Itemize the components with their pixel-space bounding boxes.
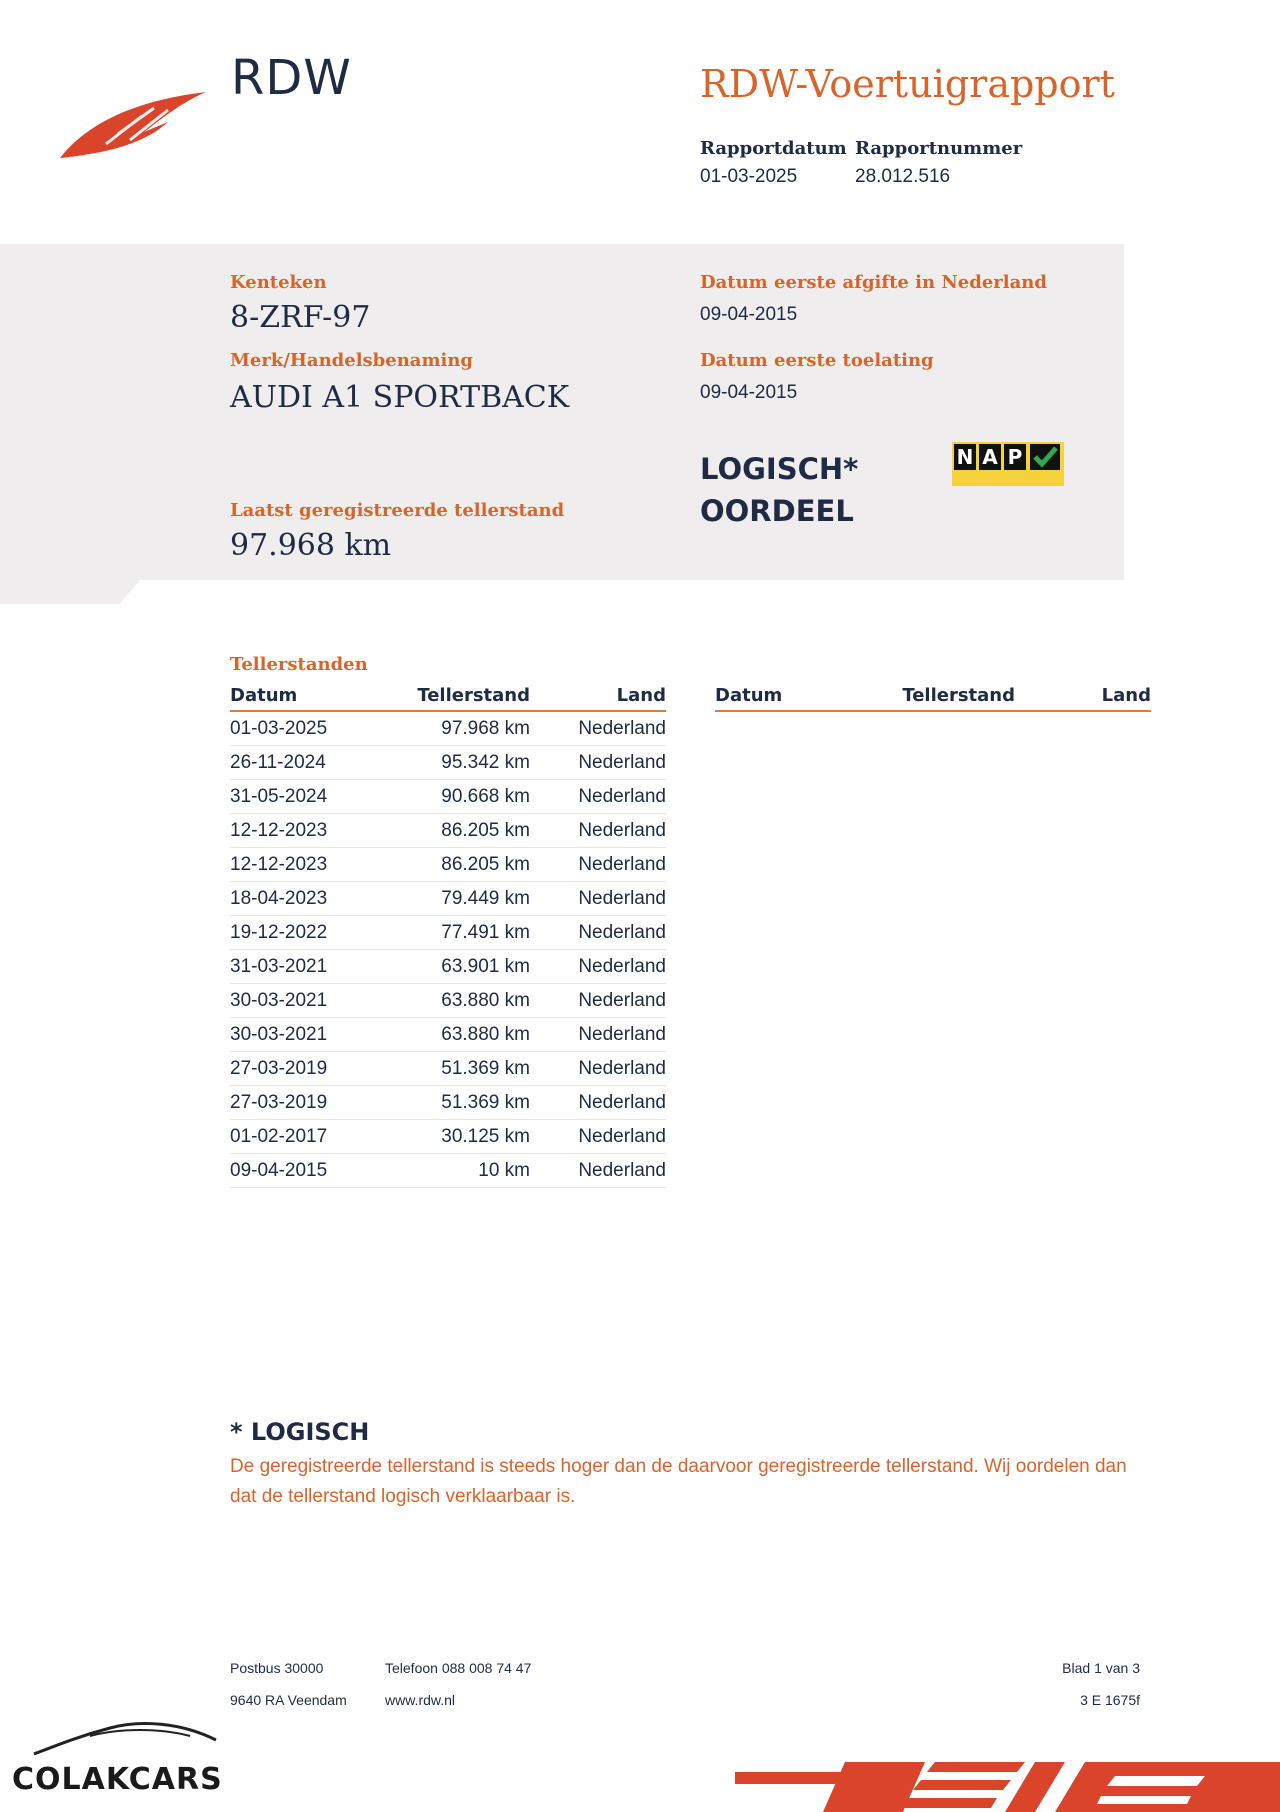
first-issue-label: Datum eerste afgifte in Nederland (700, 272, 1047, 293)
reading-date: 26-11-2024 (230, 746, 380, 780)
verdict-oordeel: OORDEEL (700, 494, 854, 528)
report-date: 01-03-2025 (700, 166, 798, 187)
table-row (230, 1120, 666, 1154)
reading-odometer: 97.968 km (380, 711, 530, 746)
plate-value: 8-ZRF-97 (230, 300, 371, 335)
table-row (230, 916, 666, 950)
reading-odometer: 10 km (380, 1154, 530, 1188)
reading-country: Nederland (530, 746, 666, 780)
reading-odometer: 86.205 km (380, 848, 530, 882)
col-header-odometer: Tellerstand (380, 682, 530, 711)
table-row (230, 780, 666, 814)
col-header-country: Land (1015, 682, 1151, 711)
footer-phone: Telefoon 088 008 74 47 (385, 1660, 532, 1676)
reading-odometer: 95.342 km (380, 746, 530, 780)
reading-country: Nederland (530, 780, 666, 814)
nap-letter: A (979, 444, 1001, 470)
reading-odometer: 63.880 km (380, 984, 530, 1018)
reading-date: 12-12-2023 (230, 848, 380, 882)
reading-date: 19-12-2022 (230, 916, 380, 950)
table-row (230, 984, 666, 1018)
table-row (230, 882, 666, 916)
table-row (230, 746, 666, 780)
readings-table-2 (715, 682, 1151, 712)
reading-date: 18-04-2023 (230, 882, 380, 916)
footer-web: www.rdw.nl (385, 1692, 456, 1708)
summary-panel-notch (0, 580, 140, 604)
table-row (230, 1086, 666, 1120)
report-title: RDW-Voertuigrapport (700, 62, 1115, 106)
reading-country: Nederland (530, 1120, 666, 1154)
report-number: 28.012.516 (855, 166, 951, 187)
plate-label: Kenteken (230, 272, 327, 293)
footnote-title: * LOGISCH (230, 1418, 370, 1446)
reading-country: Nederland (530, 984, 666, 1018)
table-row (230, 1018, 666, 1052)
reading-country: Nederland (530, 1052, 666, 1086)
checkmark-icon (1030, 444, 1060, 470)
odometer-label: Laatst geregistreerde tellerstand (230, 500, 565, 521)
reading-country: Nederland (530, 1154, 666, 1188)
reading-odometer: 79.449 km (380, 882, 530, 916)
table-row (230, 1052, 666, 1086)
reading-odometer: 86.205 km (380, 814, 530, 848)
car-silhouette-icon (30, 1718, 220, 1758)
decorative-stripes-icon (735, 1758, 1280, 1812)
reading-date: 31-05-2024 (230, 780, 380, 814)
first-issue-value: 09-04-2015 (700, 304, 798, 325)
readings-title: Tellerstanden (230, 654, 368, 675)
table-header-row (230, 682, 666, 711)
make-value: AUDI A1 SPORTBACK (230, 380, 570, 415)
footnote-text: De geregistreerde tellerstand is steeds hoger dan de daarvoor geregistreerde tellerstand. Wij oordelen dan dat de tellerstand logisch verklaarbaar is. (230, 1456, 1127, 1507)
reading-odometer: 63.901 km (380, 950, 530, 984)
table-row (230, 814, 666, 848)
verdict-logisch: LOGISCH* (700, 452, 859, 486)
org-name: RDW (231, 50, 352, 106)
footer-address-2: 9640 RA Veendam (230, 1692, 347, 1708)
nap-badge (952, 442, 1064, 486)
reading-date: 12-12-2023 (230, 814, 380, 848)
odometer-value: 97.968 km (230, 528, 392, 563)
table-row (230, 711, 666, 746)
reading-country: Nederland (530, 1018, 666, 1052)
readings-body (230, 711, 666, 1188)
footer-page: Blad 1 van 3 (1062, 1660, 1140, 1676)
table-row (230, 1154, 666, 1188)
reading-date: 27-03-2019 (230, 1086, 380, 1120)
reading-odometer: 30.125 km (380, 1120, 530, 1154)
table-header-row (715, 682, 1151, 711)
footer-code: 3 E 1675f (1080, 1692, 1140, 1708)
reading-date: 09-04-2015 (230, 1154, 380, 1188)
report-date-label: Rapportdatum (700, 138, 847, 159)
table-row (230, 950, 666, 984)
first-admission-value: 09-04-2015 (700, 382, 798, 403)
watermark-logo: COLAKCARS (12, 1762, 223, 1797)
reading-date: 01-02-2017 (230, 1120, 380, 1154)
reading-date: 01-03-2025 (230, 711, 380, 746)
reading-country: Nederland (530, 814, 666, 848)
nap-letter: P (1004, 444, 1026, 470)
table-row (230, 848, 666, 882)
reading-date: 30-03-2021 (230, 984, 380, 1018)
reading-country: Nederland (530, 1086, 666, 1120)
reading-country: Nederland (530, 916, 666, 950)
reading-date: 30-03-2021 (230, 1018, 380, 1052)
reading-country: Nederland (530, 848, 666, 882)
readings-table (230, 682, 666, 1188)
col-header-odometer: Tellerstand (865, 682, 1015, 711)
reading-odometer: 90.668 km (380, 780, 530, 814)
reading-country: Nederland (530, 711, 666, 746)
report-number-label: Rapportnummer (855, 138, 1023, 159)
col-header-date: Datum (715, 682, 865, 711)
first-admission-label: Datum eerste toelating (700, 350, 934, 371)
reading-country: Nederland (530, 950, 666, 984)
reading-odometer: 77.491 km (380, 916, 530, 950)
col-header-country: Land (530, 682, 666, 711)
reading-odometer: 63.880 km (380, 1018, 530, 1052)
reading-odometer: 51.369 km (380, 1086, 530, 1120)
make-label: Merk/Handelsbenaming (230, 350, 474, 371)
nap-letter: N (954, 444, 976, 470)
footer-address-1: Postbus 30000 (230, 1660, 324, 1676)
rdw-logo-icon (58, 82, 208, 162)
reading-date: 27-03-2019 (230, 1052, 380, 1086)
reading-country: Nederland (530, 882, 666, 916)
col-header-date: Datum (230, 682, 380, 711)
reading-odometer: 51.369 km (380, 1052, 530, 1086)
reading-date: 31-03-2021 (230, 950, 380, 984)
